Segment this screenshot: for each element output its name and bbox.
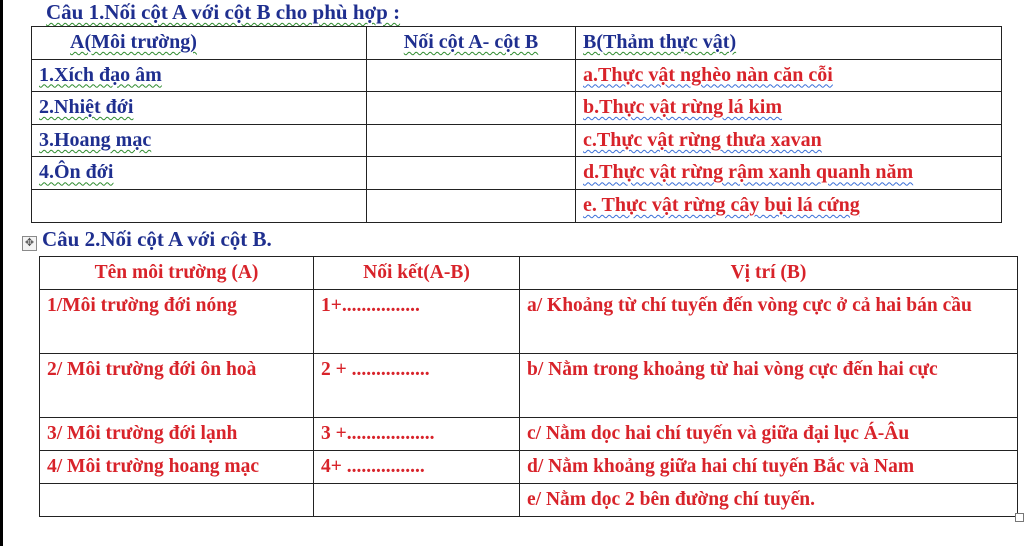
cell-a[interactable]: 1/Môi trường đới nóng [40, 290, 314, 354]
cell-b[interactable]: a.Thực vật nghèo nàn căn cỗi [576, 59, 1002, 92]
table-row [32, 92, 1002, 125]
cell-b[interactable]: c/ Nằm dọc hai chí tuyến và giữa đại lục Á-Âu [520, 418, 1018, 451]
question-1-title: Câu 1.Nối cột A với cột B cho phù hợp : [46, 0, 401, 24]
cell-b[interactable]: b/ Nằm trong khoảng từ hai vòng cực đến hai cực [520, 354, 1018, 418]
question-2-table [39, 256, 1018, 517]
cell-b[interactable]: e/ Nằm dọc 2 bên đường chí tuyến. [520, 484, 1018, 517]
cell-a[interactable] [40, 484, 314, 517]
cell-a[interactable] [32, 189, 367, 222]
cell-b[interactable]: d.Thực vật rừng rậm xanh quanh năm [576, 157, 1002, 190]
cell-link[interactable]: 2 + ................ [314, 354, 520, 418]
cell-b[interactable]: a/ Khoảng từ chí tuyến đến vòng cực ở cả hai bán cầu [520, 290, 1018, 354]
cell-link[interactable]: 1+................ [314, 290, 520, 354]
cell-link[interactable] [367, 59, 576, 92]
header-cell-link: Nối kết(A-B) [314, 257, 520, 290]
table-row [40, 354, 1018, 418]
cell-a[interactable]: 4.Ôn đới [32, 157, 367, 190]
resize-square-icon[interactable] [1015, 513, 1024, 522]
table-row [40, 418, 1018, 451]
cell-link[interactable] [367, 124, 576, 157]
header-cell-b: Vị trí (B) [520, 257, 1018, 290]
table-row [40, 290, 1018, 354]
cell-link[interactable]: 3 +.................. [314, 418, 520, 451]
cell-link[interactable] [314, 484, 520, 517]
cell-a[interactable]: 3.Hoang mạc [32, 124, 367, 157]
cell-link[interactable] [367, 92, 576, 125]
header-cell-b: B(Thảm thực vật) [576, 27, 1002, 60]
cell-a[interactable]: 1.Xích đạo âm [32, 59, 367, 92]
table-header-row [32, 27, 1002, 60]
table-row [32, 124, 1002, 157]
cell-b[interactable]: c.Thực vật rừng thưa xavan [576, 124, 1002, 157]
cell-b[interactable]: b.Thực vật rừng lá kim [576, 92, 1002, 125]
window-edge [0, 0, 3, 546]
cell-a[interactable]: 3/ Môi trường đới lạnh [40, 418, 314, 451]
table-row [40, 451, 1018, 484]
question-1-table [31, 26, 1002, 223]
header-cell-link: Nối cột A- cột B [367, 27, 576, 60]
table-row [40, 484, 1018, 517]
cell-a[interactable]: 4/ Môi trường hoang mạc [40, 451, 314, 484]
cell-link[interactable]: 4+ ................ [314, 451, 520, 484]
table-header-row [40, 257, 1018, 290]
header-cell-a: Tên môi trường (A) [40, 257, 314, 290]
table-row [32, 189, 1002, 222]
cell-link[interactable] [367, 157, 576, 190]
cell-link[interactable] [367, 189, 576, 222]
cell-a[interactable]: 2.Nhiệt đới [32, 92, 367, 125]
cell-a[interactable]: 2/ Môi trường đới ôn hoà [40, 354, 314, 418]
header-cell-a: A(Môi trường) [32, 27, 367, 60]
question-2-title: Câu 2.Nối cột A với cột B. [42, 227, 272, 251]
cell-b[interactable]: d/ Nằm khoảng giữa hai chí tuyến Bắc và Nam [520, 451, 1018, 484]
table-row [32, 59, 1002, 92]
cell-b[interactable]: e. Thực vật rừng cây bụi lá cứng [576, 189, 1002, 222]
move-arrows-icon[interactable]: ✥ [22, 236, 37, 251]
table-row [32, 157, 1002, 190]
